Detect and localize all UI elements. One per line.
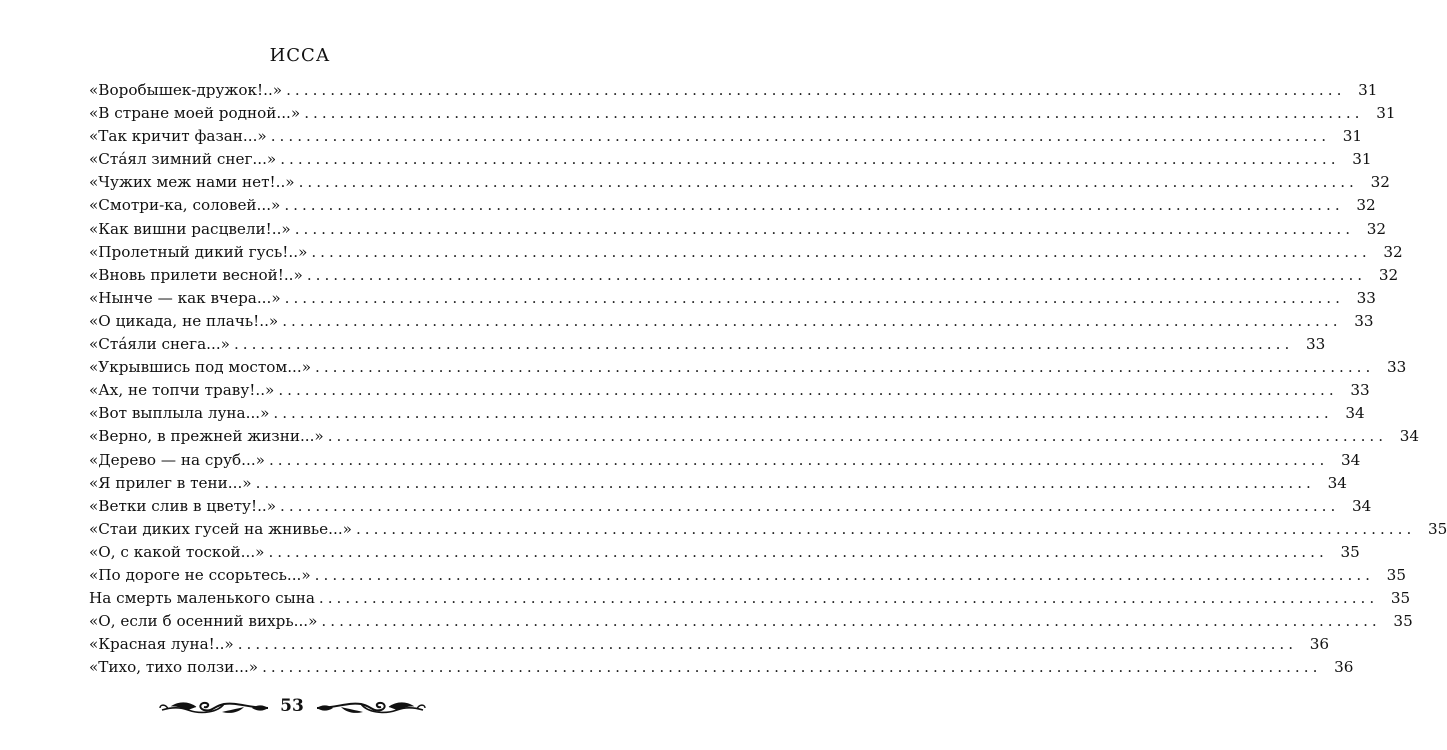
toc-entry — [89, 379, 1370, 402]
toc-entry-title: «Вновь прилети весной!..» — [89, 265, 303, 284]
toc-entry-title: На смерть маленького сына — [89, 589, 315, 608]
toc-entry — [89, 656, 1354, 679]
toc-entry-title: «Верно, в прежней жизни...» — [89, 427, 324, 446]
toc-entry-title: «Стаи диких гусей на жнивье...» — [89, 519, 352, 538]
toc-entry-page: 32 — [1370, 173, 1390, 192]
toc-entry — [89, 633, 1330, 656]
dot-leader: ........................................................................................................................ — [262, 658, 1322, 677]
dot-leader: ........................................................................................................................ — [280, 496, 1340, 515]
dot-leader: ........................................................................................................................ — [298, 173, 1358, 192]
toc-entry-title: «Вот выплыла луна...» — [89, 404, 270, 423]
toc-entry-page: 32 — [1366, 219, 1387, 238]
toc-entry-page: 34 — [1327, 473, 1347, 492]
toc-entry-page: 33 — [1387, 358, 1407, 377]
toc-entry — [89, 610, 1413, 633]
toc-entry — [89, 472, 1347, 495]
dot-leader: ........................................................................................................................ — [327, 427, 1388, 446]
toc-entry — [89, 287, 1376, 310]
dot-leader: ........................................................................................................................ — [304, 104, 1364, 123]
toc-entry-page: 35 — [1340, 542, 1360, 561]
toc-entry — [89, 171, 1390, 194]
toc-entry-page: 36 — [1309, 635, 1330, 654]
toc-entry-title: «Ста́ял зимний снег...» — [89, 150, 277, 169]
toc-entry-title: «Так кричит фазан...» — [89, 127, 267, 146]
toc-entry-title: «Ах, не топчи траву!..» — [89, 381, 275, 400]
toc-entry-page: 35 — [1390, 589, 1411, 608]
dot-leader: ........................................................................................................................ — [268, 542, 1328, 561]
toc-entry-title: «О, с какой тоской...» — [89, 542, 265, 561]
toc-entry-page: 32 — [1378, 265, 1399, 284]
toc-entry-page: 34 — [1345, 404, 1365, 423]
dot-leader: ........................................................................................................................ — [255, 473, 1315, 492]
dot-leader: ........................................................................................................................ — [355, 519, 1416, 538]
section-title: ИССА — [269, 45, 331, 66]
toc-entry-page: 31 — [1358, 81, 1378, 99]
dot-leader: ........................................................................................................................ — [314, 565, 1374, 584]
dot-leader: ........................................................................................................................ — [286, 81, 1346, 99]
toc-entry-title: «Воробышек-дружок!..» — [89, 81, 283, 99]
toc-entry-page: 33 — [1354, 311, 1374, 330]
toc-entry-title: «По дороге не ссорьтесь...» — [89, 565, 311, 584]
dot-leader: ........................................................................................................................ — [294, 219, 1355, 238]
dot-leader: ........................................................................................................................ — [273, 404, 1333, 423]
dot-leader: ........................................................................................................................ — [321, 612, 1381, 631]
toc-entry — [89, 541, 1360, 564]
toc-entry-title: «Смотри-ка, соловей...» — [89, 196, 281, 215]
toc-entry — [89, 218, 1387, 241]
dot-leader: ........................................................................................................................ — [315, 358, 1375, 377]
toc-entry-title: «Как вишни расцвели!..» — [89, 219, 291, 238]
toc-entry — [89, 310, 1374, 333]
toc-entry — [89, 194, 1376, 217]
toc-entry-page: 31 — [1376, 104, 1396, 123]
toc-entry-title: «Красная луна!..» — [89, 635, 234, 654]
toc-entry — [89, 518, 1447, 541]
toc-entry-page: 35 — [1393, 612, 1413, 631]
dot-leader: ........................................................................................................................ — [284, 288, 1344, 307]
dot-leader: ........................................................................................................................ — [237, 635, 1298, 654]
toc-entry — [89, 333, 1326, 356]
toc-entry-title: «О цикада, не плачь!..» — [89, 311, 279, 330]
toc-entry-page: 31 — [1342, 127, 1363, 146]
toc-entry — [89, 564, 1406, 587]
toc-entry — [89, 241, 1403, 264]
toc-entry-title: «Чужих меж нами нет!..» — [89, 173, 295, 192]
toc-entry — [89, 79, 1378, 102]
toc-entry-page: 34 — [1340, 450, 1361, 469]
toc-entry-page: 33 — [1356, 288, 1376, 307]
toc-entry — [89, 425, 1420, 448]
dot-leader: ........................................................................................................................ — [311, 242, 1371, 261]
toc-entry — [89, 125, 1363, 148]
toc-entry-title: «Ветки слив в цвету!..» — [89, 496, 277, 515]
dot-leader: ........................................................................................................................ — [318, 589, 1379, 608]
toc-entry-title: «В стране моей родной...» — [89, 104, 301, 123]
toc-entry — [89, 102, 1396, 125]
dot-leader: ........................................................................................................................ — [306, 265, 1367, 284]
toc-entry — [89, 402, 1365, 425]
toc-entry — [89, 449, 1361, 472]
toc-entry — [89, 495, 1372, 518]
toc-entry-page: 31 — [1352, 150, 1372, 169]
toc-entry-page: 32 — [1356, 196, 1376, 215]
toc-entry-title: «Ста́яли снега...» — [89, 335, 230, 354]
toc-entry-title: «Пролетный дикий гусь!..» — [89, 242, 308, 261]
toc-entry-title: «Тихо, тихо ползи...» — [89, 658, 259, 677]
left-ornament-icon — [158, 698, 270, 718]
toc-entry-title: «Нынче — как вчера...» — [89, 288, 281, 307]
toc-entry-page: 32 — [1383, 242, 1403, 261]
toc-entry-page: 35 — [1427, 519, 1447, 538]
dot-leader: ........................................................................................................................ — [233, 335, 1294, 354]
dot-leader: ........................................................................................................................ — [268, 450, 1329, 469]
dot-leader: ........................................................................................................................ — [278, 381, 1338, 400]
dot-leader: ........................................................................................................................ — [282, 311, 1342, 330]
toc-entry-page: 34 — [1399, 427, 1420, 446]
right-ornament-icon — [315, 698, 427, 718]
toc-entry-page: 35 — [1386, 565, 1406, 584]
dot-leader: ........................................................................................................................ — [270, 127, 1331, 146]
dot-leader: ........................................................................................................................ — [280, 150, 1340, 169]
dot-leader: ........................................................................................................................ — [284, 196, 1344, 215]
toc-entry-title: «Укрывшись под мостом...» — [89, 358, 312, 377]
page-footer — [0, 692, 600, 728]
toc-entry-title: «Я прилег в тени...» — [89, 473, 252, 492]
toc-entry-page: 33 — [1305, 335, 1326, 354]
toc-entry — [89, 264, 1399, 287]
toc-entry-title: «Дерево — на сруб...» — [89, 450, 265, 469]
toc-entry-page: 36 — [1334, 658, 1354, 677]
toc-entry — [89, 356, 1407, 379]
toc-entry — [89, 148, 1372, 171]
toc-entry-title: «О, если б осенний вихрь...» — [89, 612, 318, 631]
toc-entry — [89, 587, 1411, 610]
toc-entry-page: 34 — [1352, 496, 1372, 515]
page-number: 53 — [280, 696, 304, 716]
table-of-contents — [89, 79, 1447, 679]
toc-entry-page: 33 — [1350, 381, 1370, 400]
